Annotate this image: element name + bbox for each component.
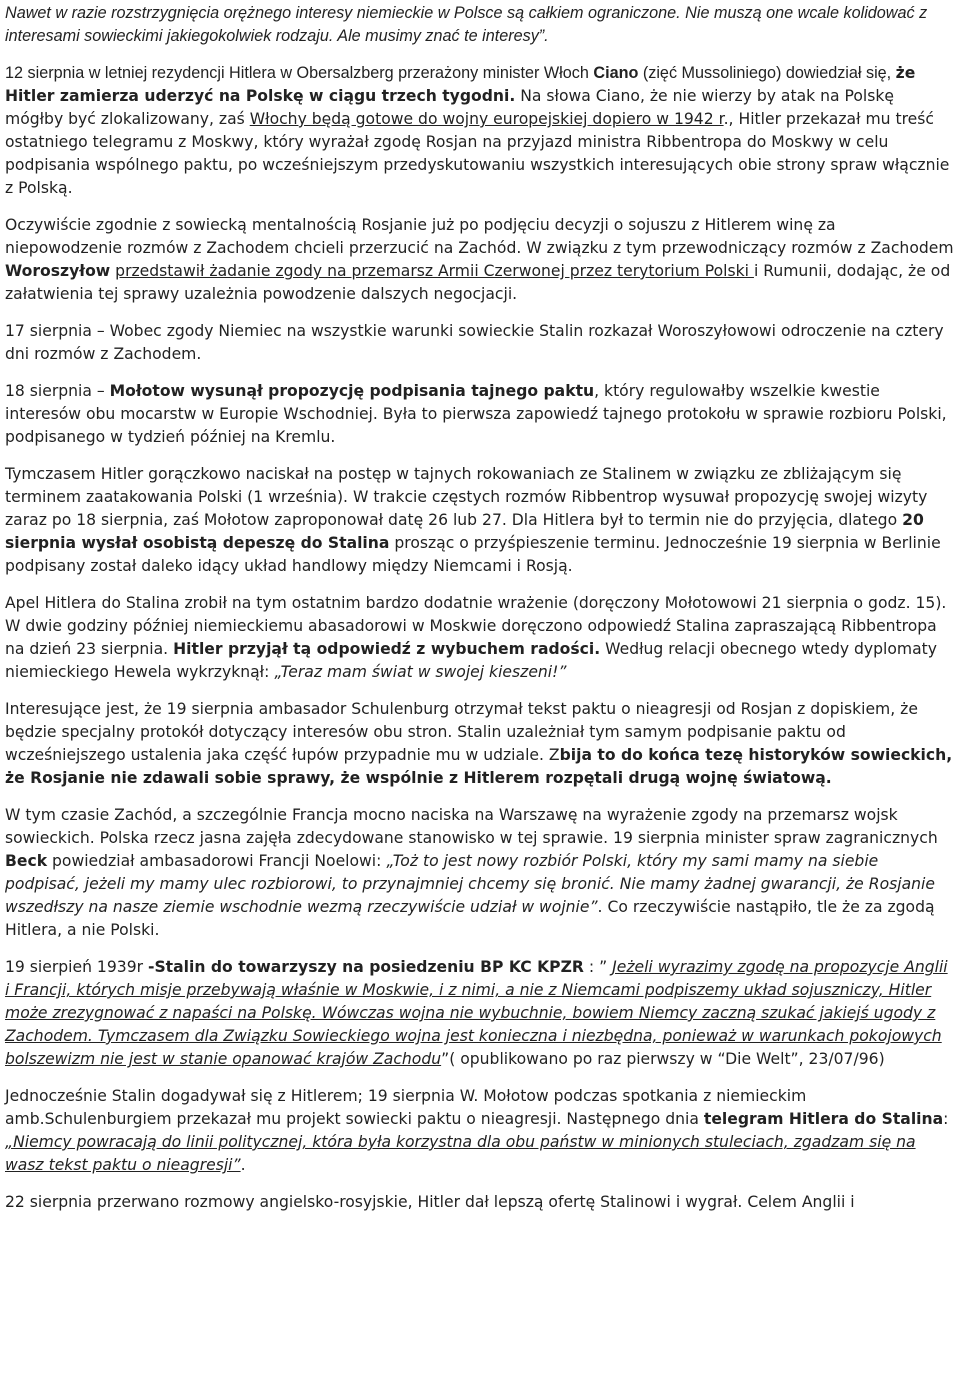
bold-statement: 20 sierpnia wysłał osobistą depeszę do Stalina xyxy=(5,511,924,552)
text-run: (zięć Mussoliniego) dowiedział się, xyxy=(638,64,896,82)
bold-statement: że Hitler zamierza uderzyć na Polskę w ciągu trzech tygodni. xyxy=(5,64,916,105)
bold-name-ciano: Ciano xyxy=(593,64,639,82)
paragraph-schulenburg xyxy=(5,698,954,790)
bold-statement: Mołotow wysunął propozycję podpisania tajnego paktu xyxy=(109,382,595,400)
paragraph-august-17 xyxy=(5,320,954,366)
bold-name-woroszylow: Woroszyłow xyxy=(5,262,111,280)
text-run: Tymczasem Hitler gorączkowo naciskał na postęp w tajnych rokowaniach ze Stalinem w związku ze zbliżającym się terminem zaatakowania Polski (1 września). W trakcie częstych rozmów Ribbentrop wysuwał propozycję swojej wizyty zaraz po 18 sierpnia, zaś Mołotow zaproponował datę 26 lub 27. Dla Hitlera był to termin nie do przyjęcia, dlatego xyxy=(5,465,928,529)
text-run: : xyxy=(943,1110,949,1128)
underlined-quote: „Niemcy powracają do linii politycznej, która była korzystna dla obu państw w minionych stuleciach, zgadzam się na wasz tekst paktu o nieagresji” xyxy=(5,1133,916,1174)
text-run: ., Hitler przekazał mu treść ostatniego telegramu z Moskwy, który wyrażał zgodę Rosjan na przyjazd ministra Ribbentropa do Moskwy w celu podpisania wspólnego paktu, po wcześniejszym przedyskutowaniu wszystkich interesujących obie strony spraw włącznie z Polską. xyxy=(5,110,950,197)
text-run: Oczywiście zgodnie z sowiecką mentalnością Rosjanie już po podjęciu decyzji o sojuszu z Hitlerem winę za niepowodzenie rozmów z Zachodem chcieli przerzucić na Zachód. W związku z tym przewodniczący rozmów z Zachodem xyxy=(5,216,954,257)
text-run: powiedział ambasadorowi Francji Noelowi: xyxy=(47,852,387,870)
bold-statement: -Stalin do towarzyszy na posiedzeniu BP KC KPZR xyxy=(147,958,584,976)
paragraph-august-18 xyxy=(5,380,954,449)
quote-text: „Teraz mam świat w swojej kieszeni!” xyxy=(274,663,567,681)
paragraph-hitler-pressure xyxy=(5,463,954,578)
underlined-quote: Jeżeli wyrazimy zgodę na propozycje Anglii i Francji, których misje przebywają właśnie w Moskwie, i z nimi, a nie z Niemcami podpiszemy układ sojuszniczy, Hitler może zrezygnować z napaści na Polskę. Wówczas wojna nie wybuchnie, bowiem Niemcy zaczną szukać jakiejś ugody z Zachodem. Tymczasem dla Związku Sowieckiego wojna jest konieczna i niezbędna, ponieważ w warunkach pokojowych bolszewizm nie jest w stanie opanować krajów Zachodu xyxy=(5,958,948,1068)
paragraph-quote-interests xyxy=(5,2,954,48)
text-run: : ” xyxy=(583,958,613,976)
text-run: 17 sierpnia – Wobec zgody Niemiec na wszystkie warunki sowieckie Stalin rozkazał Woroszyłowowi odroczenie na cztery dni rozmów z Zachodem. xyxy=(5,322,944,363)
text-run: , który regulowałby wszelkie kwestie interesów obu mocarstw w Europie Wschodniej. Była to pierwsza zapowiedź tajnego protokołu w sprawie rozbioru Polski, podpisanego w tydzień później na Kremlu. xyxy=(5,382,947,446)
text-run: 22 sierpnia przerwano rozmowy angielsko-rosyjskie, Hitler dał lepszą ofertę Stalinowi i wygrał. Celem Anglii i xyxy=(5,1193,855,1211)
quote-text: „Toż to jest nowy rozbiór Polski, który my sami mamy na siebie podpisać, jeżeli my mamy ulec rozbiorowi, to przynajmniej chcemy się bronić. Nie mamy żadnej gwarancji, że Rosjanie wszedłszy na nasze ziemie wschodnie wezmą rzeczywiście udział w wojnie” xyxy=(5,852,935,916)
text-run: Interesujące jest, że 19 sierpnia ambasador Schulenburg otrzymał tekst paktu o nieagresji od Rosjan z dopiskiem, że będzie specjalny protokół dotyczący interesów obu stron. Stalin uzależniał tym samym podpisanie paktu od wcześniejszego ustalenia jaka część łupów przypadnie mu w udziale. Z xyxy=(5,700,918,764)
text-run: 19 sierpień 1939r xyxy=(5,958,148,976)
underlined-text: Włochy będą gotowe do wojny europejskiej dopiero w 1942 r xyxy=(249,110,724,128)
paragraph-august-22 xyxy=(5,1191,954,1214)
text-run: W tym czasie Zachód, a szczególnie Francja mocno naciska na Warszawę na wyrażenie zgody na przemarsz wojsk sowieckich. Polska rzecz jasna zajęła zdecydowane stanowisko w tej sprawie. 19 sierpnia minister spraw zagranicznych xyxy=(5,806,938,847)
text-run: . Co rzeczywiście nastąpiło, tle że za zgodą Hitlera, a nie Polski. xyxy=(5,898,935,939)
paragraph-west-pressure xyxy=(5,804,954,942)
text-run: 18 sierpnia – xyxy=(5,382,110,400)
text-run: Według relacji obecnego wtedy dyplomaty niemieckiego Hewela wykrzyknął: xyxy=(5,640,938,681)
bold-statement: bija to do końca tezę historyków sowieckich, że Rosjanie nie zdawali sobie sprawy, że wspólnie z Hitlerem rozpętali drugą wojnę światową. xyxy=(5,746,953,787)
bold-statement: telegram Hitlera do Stalina xyxy=(703,1110,944,1128)
quote-text: Nawet w razie rozstrzygnięcia orężnego interesy niemieckie w Polsce są całkiem ograniczone. Nie muszą one wcale kolidować z interesami sowieckimi jakiegokolwiek rodzaju. Ale musimy znać te interesy”. xyxy=(5,4,928,45)
underlined-text: przedstawił żadanie zgody na przemarsz Armii Czerwonej przez terytorium Polski xyxy=(115,262,754,280)
text-run: ”( opublikowano po raz pierwszy w “Die Welt”, 23/07/96) xyxy=(441,1050,885,1068)
paragraph-hitler-telegram xyxy=(5,1085,954,1177)
text-run: Jednocześnie Stalin dogadywał się z Hitlerem; 19 sierpnia W. Mołotow podczas spotkania z niemieckim amb.Schulenburgiem przekazał mu projekt sowiecki paktu o nieagresji. Następnego dnia xyxy=(5,1087,807,1128)
paragraph-hitler-appeal xyxy=(5,592,954,684)
bold-statement: Hitler przyjął tą odpowiedź z wybuchem radości. xyxy=(173,640,601,658)
text-run: 12 sierpnia w letniej rezydencji Hitlera w Obersalzberg przerażony minister Włoch xyxy=(5,64,594,82)
text-run: i Rumunii, dodając, że od załatwienia tej sprawy uzależnia powodzenie dalszych negocjacji. xyxy=(5,262,951,303)
text-run: Na słowa Ciano, że nie wierzy by atak na Polskę mógłby być zlokalizowany, zaś xyxy=(5,87,895,128)
text-run: Apel Hitlera do Stalina zrobił na tym ostatnim bardzo dodatnie wrażenie (doręczony Mołotowowi 21 sierpnia o godz. 15). W dwie godziny później niemieckiemu abasadorowi w Moskwie doręczono odpowiedź Stalina zapraszającą Ribbentropa na dzień 23 sierpnia. xyxy=(5,594,947,658)
text-run: . xyxy=(240,1156,246,1174)
paragraph-soviet-mentality xyxy=(5,214,954,306)
text-run: prosząc o przyśpieszenie terminu. Jednocześnie 19 sierpnia w Berlinie podpisany został daleko idący układ handlowy między Niemcami i Rosją. xyxy=(5,534,941,575)
paragraph-stalin-speech xyxy=(5,956,954,1071)
paragraph-august-12 xyxy=(5,62,954,200)
bold-name-beck: Beck xyxy=(5,852,48,870)
